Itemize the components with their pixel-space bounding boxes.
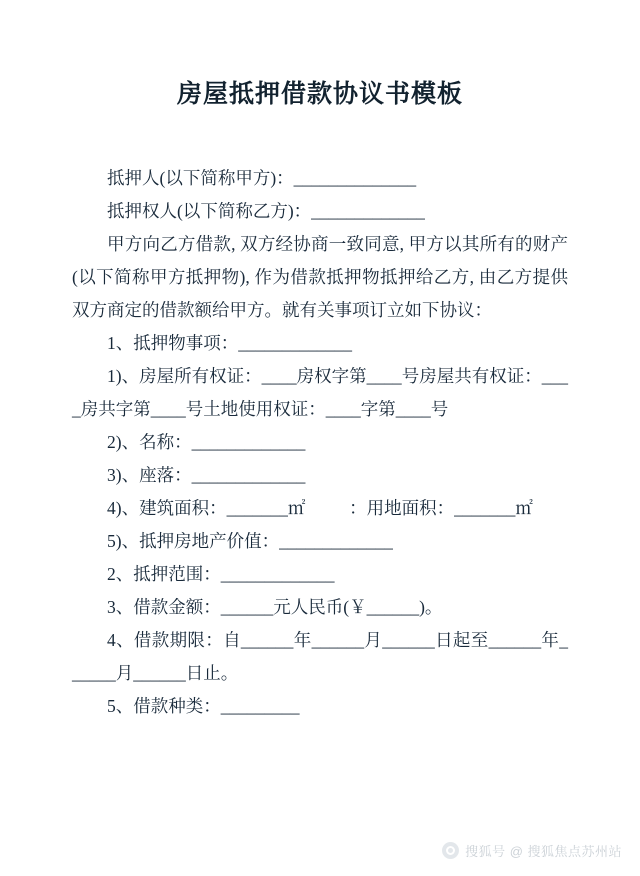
paragraph-item-1-5: 5)、抵押房地产价值：_____________ bbox=[107, 531, 393, 551]
document-body bbox=[0, 110, 640, 723]
paragraph-item-1-3: 3)、座落：_____________ bbox=[107, 465, 306, 485]
paragraph-item-3: 3、借款金额：______元人民币(￥______)。 bbox=[107, 597, 443, 617]
page-title: 房屋抵押借款协议书模板 bbox=[176, 80, 463, 108]
watermark bbox=[442, 841, 622, 860]
paragraph-item-4: 4、借款期限：自______年______月______日起至______年______月______日止。 bbox=[72, 630, 568, 683]
paragraph-item-2: 2、抵押范围：_____________ bbox=[107, 564, 335, 584]
paragraph-item-1-2: 2)、名称：_____________ bbox=[107, 432, 306, 452]
paragraph-mortgagor: 抵押人(以下简称甲方)：______________ bbox=[107, 168, 417, 188]
paragraph-item-1: 1、抵押物事项：_____________ bbox=[107, 333, 352, 353]
paragraph-preamble: 甲方向乙方借款, 双方经协商一致同意, 甲方以其所有的财产(以下简称甲方抵押物), 作为借款抵押物抵押给乙方, 由乙方提供双方商定的借款额给甲方。就有关事项订立如下协议： bbox=[72, 234, 568, 320]
paragraph-item-5: 5、借款种类：_________ bbox=[107, 696, 300, 716]
paragraph-item-1-1: 1)、房屋所有权证：____房权字第____号房屋共有权证：____房共字第____号土地使用权证：____字第____号 bbox=[72, 366, 568, 419]
sohu-circle-icon bbox=[442, 842, 459, 859]
watermark-text: 搜狐号 @ 搜狐焦点苏州站 bbox=[465, 844, 622, 859]
paragraph-mortgagee: 抵押权人(以下简称乙方)：_____________ bbox=[107, 201, 425, 221]
paragraph-item-1-4: 4)、建筑面积：_______㎡ ：用地面积：_______㎡ bbox=[107, 498, 533, 518]
